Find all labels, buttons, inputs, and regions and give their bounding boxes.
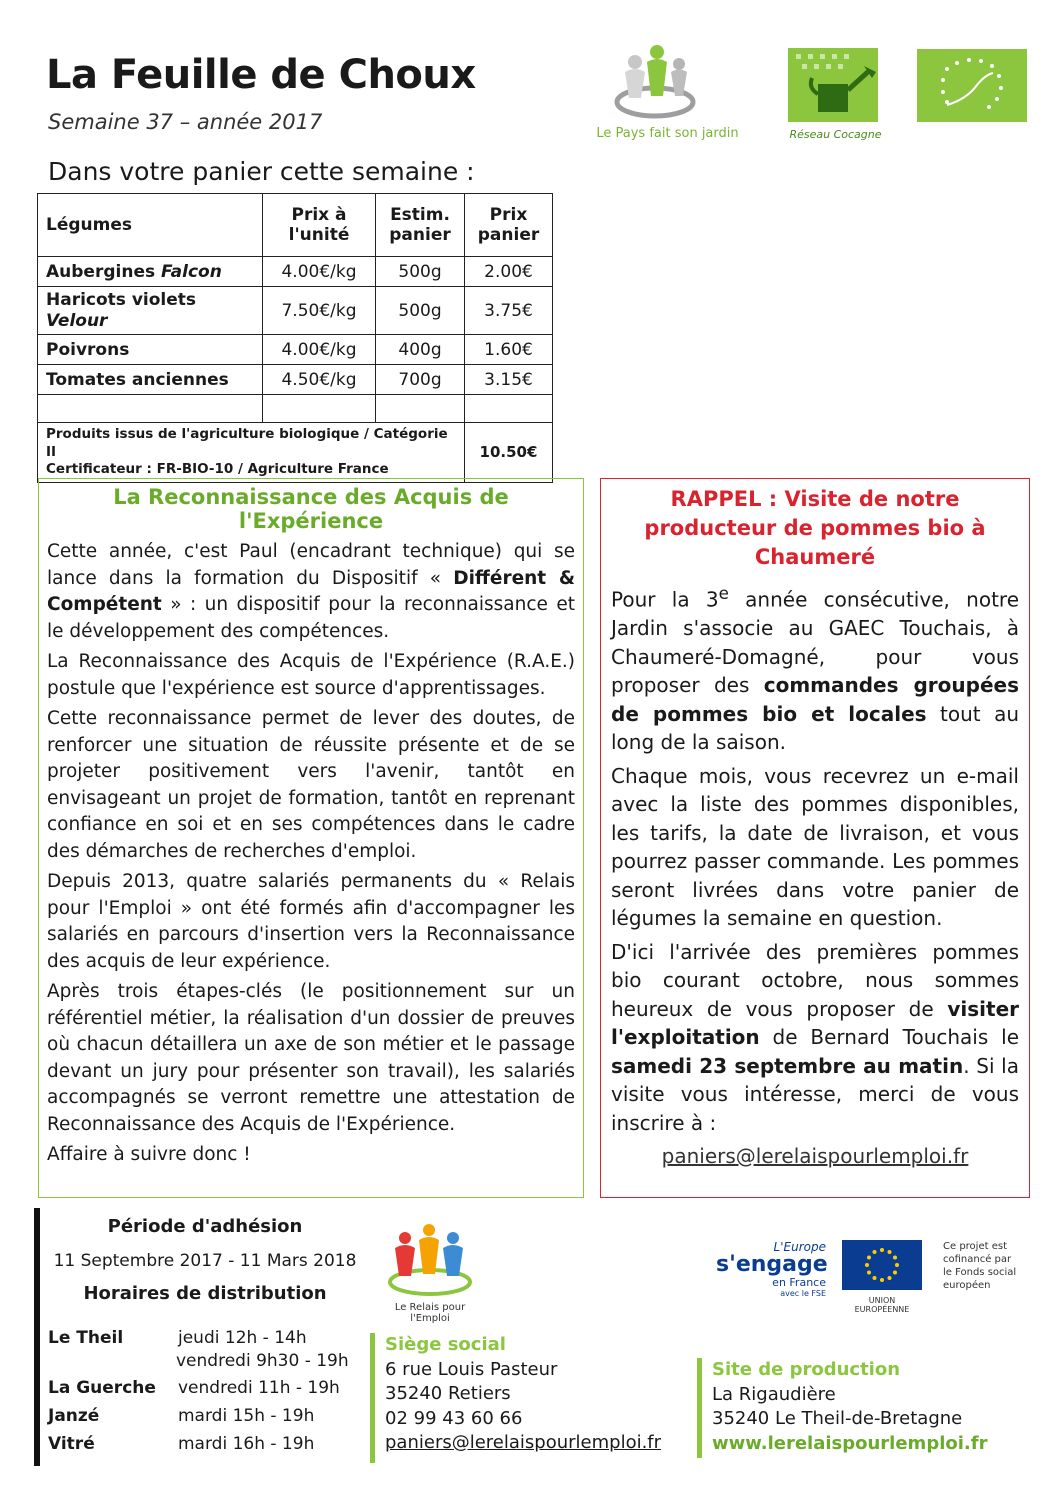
schedule-time: vendredi 9h30 - 19h [176,1351,349,1371]
veg-qty: 700g [376,365,465,395]
pays-jardin-caption: Le Pays fait son jardin [596,126,739,141]
basket-table [37,193,553,483]
people-figures-icon [585,40,750,126]
veg-name: Haricots violets Velour [38,287,263,335]
col-header-vegetables: Légumes [38,194,263,257]
veg-unit-price: 4.00€/kg [263,257,376,287]
production-site-address [697,1358,987,1458]
pays-jardin-logo [585,40,750,150]
schedule-time: jeudi 12h - 14h [178,1328,307,1348]
eu-organic-logo [917,49,1027,122]
watering-can-icon [788,48,878,122]
schedule-time: mardi 15h - 19h [178,1406,315,1426]
rappel-paragraph: Chaque mois, vous recevrez un e-mail avec la liste des pommes disponibles, les tarifs, la date de livraison, et vous pourrez passer commande. Les pommes seront livrées dans votre panier de légumes la semaine en question. [611,763,1019,931]
eu-caption: UNION EUROPÉENNE [854,1296,910,1314]
rae-article [38,478,584,1198]
relais-emploi-caption: Le Relais pour l'Emploi [394,1302,466,1324]
schedule-time: vendredi 11h - 19h [178,1378,340,1398]
veg-name: Poivrons [38,335,263,365]
rappel-title: RAPPEL : Visite de notre producteur de pommes bio à Chaumeré [644,487,986,569]
production-site-place: La Rigaudière [712,1383,836,1405]
membership-period-title: Période d'adhésion [107,1216,303,1237]
table-footer-row [38,423,553,483]
head-office-title: Siège social [385,1334,506,1355]
newsletter-title: La Feuille de Choux [46,52,476,98]
membership-dates: 11 Septembre 2017 - 11 Mars 2018 [53,1251,357,1271]
europe-line-1: L'Europe [773,1240,826,1254]
schedule-time: mardi 16h - 19h [178,1434,315,1454]
rae-paragraph: Après trois étapes-clés (le positionnement sur un référentiel métier, la réalisation d'un dossier de preuves où chacun détaillera un axe de son métier et le passage devant un jury pour présenter son travail), les salariés accompagnés se verront remettre une attestation de Reconnaissance des Acquis de l'Expérience. [47,981,575,1135]
veg-qty: 500g [376,287,465,335]
schedule-town: Vitré [48,1434,95,1454]
signup-email-link[interactable]: paniers@lerelaispourlemploi.fr [661,1144,969,1169]
eu-flag-logo [842,1240,922,1314]
organic-leaf-icon [917,49,1027,122]
head-office-address [370,1333,661,1463]
schedule-town: Le Theil [48,1328,124,1348]
col-header-unit-price: Prix à l'unité [263,194,376,257]
production-site-city: 35240 Le Theil-de-Bretagne [712,1408,963,1429]
table-empty-row [38,395,553,423]
rappel-paragraph: Pour la 3e année consécutive, notre Jardin s'associe au GAEC Touchais, à Chaumeré-Domagné, pour vous proposer des commandes groupées de pommes bio et locales tout au long de la saison. [611,584,1020,755]
veg-total: 3.15€ [465,365,553,395]
col-header-estimate: Estim. panier [376,194,465,257]
rappel-article [600,478,1030,1198]
website-link[interactable]: www.lerelaispourlemploi.fr [712,1432,988,1454]
fse-note: Ce projet est cofinancé par le Fonds social européen [943,1241,1017,1291]
head-office-phone: 02 99 43 60 66 [385,1407,523,1429]
eu-flag-icon [842,1240,922,1290]
europe-line-4: avec le FSE [780,1289,826,1298]
table-header-row [38,194,553,257]
reseau-cocagne-caption: Réseau Cocagne [789,128,882,141]
membership-schedule [34,1208,370,1466]
rappel-paragraph: D'ici l'arrivée des premières pommes bio courant octobre, nous sommes heureux de vous proposer de visiter l'exploitation de Bernard Touchais le samedi 23 septembre au matin. Si la visite vous intéresse, merci de vous inscrire à : [611,939,1019,1135]
rae-paragraph: Cette reconnaissance permet de lever des doutes, de renforcer une situation de réussite présente et de se projeter positivement vers l'avenir, tantôt en envisageant un projet de formation, tantôt en reprenant confiance en soi et en ses compétences dans le cadre des démarches de recherches d'emploi. [47,708,575,862]
relais-figures-icon [375,1222,485,1302]
rae-paragraph: Affaire à suivre donc ! [47,1144,251,1165]
veg-total: 3.75€ [465,287,553,335]
table-row [38,257,553,287]
rae-title: La Reconnaissance des Acquis de l'Expérience [113,485,509,533]
veg-qty: 500g [376,257,465,287]
reseau-cocagne-logo [788,48,883,146]
week-subtitle: Semaine 37 – année 2017 [48,110,323,134]
col-header-basket-price: Prix panier [465,194,553,257]
basket-intro: Dans votre panier cette semaine : [48,157,475,186]
table-row [38,365,553,395]
veg-name: Aubergines Falcon [38,257,263,287]
europe-line-3: en France [772,1276,826,1289]
veg-unit-price: 4.50€/kg [263,365,376,395]
grand-total: 10.50€ [465,423,553,483]
production-site-title: Site de production [712,1359,901,1380]
veg-name: Tomates anciennes [38,365,263,395]
veg-total: 1.60€ [465,335,553,365]
veg-unit-price: 7.50€/kg [263,287,376,335]
rae-paragraph: La Reconnaissance des Acquis de l'Expérience (R.A.E.) postule que l'expérience est source d'apprentissages. [47,651,575,699]
veg-qty: 400g [376,335,465,365]
schedule-town: Janzé [48,1406,100,1426]
head-office-email-link[interactable]: paniers@lerelaispourlemploi.fr [385,1432,662,1453]
table-row [38,335,553,365]
distribution-hours-title: Horaires de distribution [83,1283,327,1304]
rae-paragraph: Cette année, c'est Paul (encadrant technique) qui se lance dans la formation du Dispositif « Différent & Compétent » : un dispositif pour la reconnaissance et le développement des compétences. [47,541,575,642]
certification-note: Produits issus de l'agriculture biologique / Catégorie II Certificateur : FR-BIO-10 / Agriculture France [38,423,465,483]
relais-emploi-logo [375,1222,485,1322]
europe-engage-logo [716,1240,826,1308]
head-office-street: 6 rue Louis Pasteur [385,1358,558,1380]
europe-line-2: s'engage [716,1252,828,1277]
schedule-town: La Guerche [48,1378,156,1398]
veg-unit-price: 4.00€/kg [263,335,376,365]
table-row [38,287,553,335]
veg-total: 2.00€ [465,257,553,287]
head-office-city: 35240 Retiers [385,1383,511,1404]
rae-paragraph: Depuis 2013, quatre salariés permanents du « Relais pour l'Emploi » ont été formés afin d'accompagner les salariés en parcours d'insertion vers la Reconnaissance des acquis de leur expérience. [47,871,575,972]
